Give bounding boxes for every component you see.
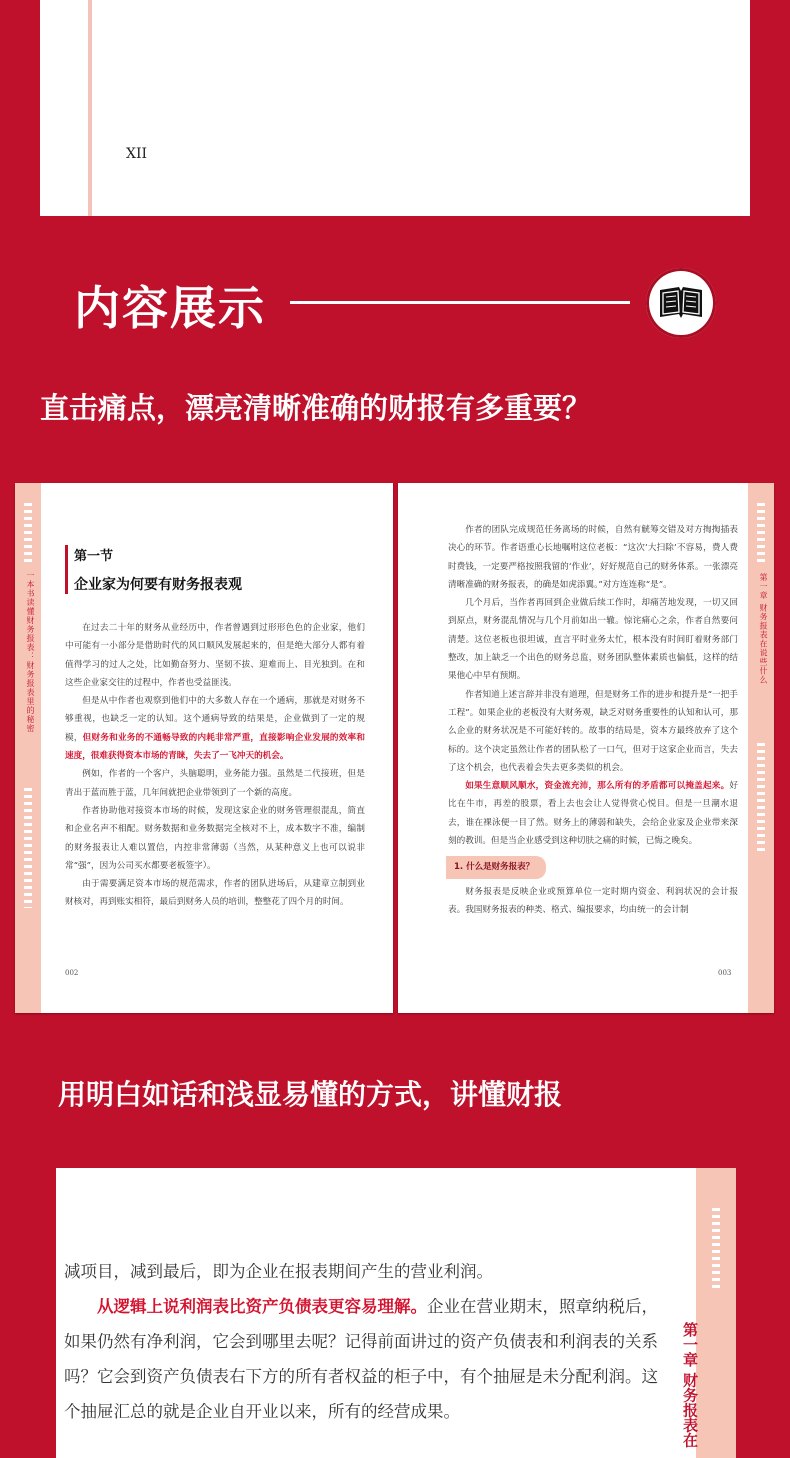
paragraph: 减项目，减到最后，即为企业在报表期间产生的营业利润。 [64, 1262, 493, 1281]
page-side-strip [696, 1168, 736, 1458]
page-folio: 002 [65, 969, 79, 977]
paragraph: 作者知道上述言辞并非没有道理，但是财务工作的进步和提升是“一把手工程”。如果企业的老板没有大财务观，缺乏对财务重要性的认知和认可，那么企业的财务状况是不可能好转的。故事的结局是，资本方最终放弃了这个标的。这个决定虽然让作者的团队松了一口气，但对于这家企业而言，失去了这个机会，也代表着会失去更多类似的机会。 [448, 689, 738, 773]
paragraph: 几个月后，当作者再回到企业做后续工作时，却痛苦地发现，一切又回到原点，财务混乱情况与几个月前如出一辙。惊诧痛心之余，作者自然要问清楚。这位老板也很坦诚，直言平时业务太忙，根本没有时间盯着财务部门整改，加上缺乏一个出色的财务总监，财务团队整体素质也偏低，这样的结果他心中早有预期。 [448, 598, 738, 682]
section-title: 内容展示 [74, 281, 266, 335]
left-page-body [65, 619, 365, 912]
paragraph: 作者协助他对接资本市场的时候，发现这家企业的财务管理很混乱，简直和企业名声不相配。财务数据和业务数据完全核对不上，成本数字不准，编制的财务报表让人难以置信，内控非常薄弱（当然，从某种意义上也可以说非常“强”，因为公司买水都要老板签字）。 [65, 805, 365, 871]
text-span: 但是从中作者也观察到他们中的大多数人存在一个通病，那就是对财务不够重视，也缺乏一定的认知。这个通病导致的结果是，企业做到了一定的规模， [65, 696, 365, 743]
headline-easy-explanation: 用明白如话和浅显易懂的方式，讲懂财报 [58, 1078, 563, 1111]
strip-decoration [24, 503, 32, 563]
section-heading-block [65, 545, 242, 594]
paragraph [448, 777, 738, 850]
side-chapter-title: 第一章 财务报表在说些什么 [759, 573, 768, 685]
open-book-icon [646, 268, 716, 338]
book-page-left [15, 483, 393, 1013]
strip-decoration [757, 503, 765, 563]
paragraph: 在过去二十年的财务从业经历中，作者曾遇到过形形色色的企业家，他们中可能有一小部分是借助时代的风口顺风发展起来的，但是绝大部分人都有着值得学习的过人之处，比如勤奋努力、坚韧不拔、迎难而上、目光独到。在和这些企业家交往的过程中，作者也受益匪浅。 [65, 623, 365, 688]
paragraph: 由于需要满足资本市场的规范需求，作者的团队进场后，从建章立制到业财核对，再到账实相符，最后到财务人员的培训，整整花了四个月的时间。 [65, 879, 365, 908]
page-number: XII [126, 146, 148, 162]
paragraph [65, 692, 365, 765]
strip-decoration [712, 1208, 720, 1288]
section-subtitle: 企业家为何要有财务报表观 [74, 577, 242, 593]
page-side-strip [748, 483, 774, 1013]
page-margin-line [88, 0, 92, 216]
text-span: 企业在营业期末，照章纳税后，如果仍然有净利润，它会到哪里去呢？记得前面讲过的资产负债表和利润表的关系吗？它会到资产负债表右下方的所有者权益的柜子中，有个抽屉是未分配利润。这个抽屉汇总的就是企业自开业以来，所有的经营成果。 [64, 1297, 658, 1421]
highlighted-text: 从逻辑上说利润表比资产负债表更容易理解。 [97, 1297, 427, 1316]
highlighted-text: 但财务和业务的不通畅导致的内耗非常严重，直接影响企业发展的效率和速度，很难获得资本市场的青睐，失去了一飞冲天的机会。 [65, 732, 365, 762]
strip-decoration [757, 743, 765, 853]
text-span: 好比在牛市，再差的股票，看上去也会让人觉得赏心悦目。但是一旦潮水退去，谁在裸泳便一目了然。财务上的薄弱和缺失，会给企业家及企业带来深刻的教训。但是当企业感受到这种切肤之痛的时候，已悔之晚矣。 [448, 781, 738, 847]
paragraph: 例如，作者的一个客户，头脑聪明，业务能力强。虽然是二代接班，但是青出于蓝而胜于蓝，几年间就把企业带领到了一个新的高度。 [65, 769, 365, 798]
strip-decoration [24, 788, 32, 908]
headline-pain-point: 直击痛点，漂亮清晰准确的财报有多重要？ [40, 391, 592, 425]
highlighted-text: 如果生意顺风顺水，资金流充沛，那么所有的矛盾都可以掩盖起来。 [465, 781, 730, 792]
paragraph [64, 1289, 664, 1429]
paragraph: 作者的团队完成规范任务离场的时候，自然有觥筹交错及对方掏掏插表决心的环节。作者语重心长地嘱咐这位老板：“这次‘大扫除’不容易，费人费时费钱，一定要严格按照我留的‘作业’，好好规范自己的财务体系。一张漂亮清晰准确的财务报表，的确是如虎添翼。”对方连连称“是”。 [448, 525, 738, 590]
chapter-tab: 第一章 财务报表在 [681, 1322, 699, 1448]
page-folio: 003 [718, 969, 732, 977]
page-side-strip [15, 483, 41, 1013]
book-page-right [398, 483, 774, 1013]
previous-page-card [40, 0, 750, 216]
right-page-body [448, 521, 738, 919]
side-book-title: 一本书读懂财务报表：财务报表里的秘密 [26, 571, 35, 733]
question-label: 1. 什么是财务报表？ [446, 856, 546, 878]
section-label: 第一节 [74, 549, 114, 564]
paragraph: 财务报表是反映企业或预算单位一定时期内资金、利润状况的会计报表。我国财务报表的种类、格式、编报要求，均由统一的会计制 [448, 886, 738, 915]
title-divider [290, 301, 630, 304]
zoomed-page-body [64, 1254, 664, 1429]
